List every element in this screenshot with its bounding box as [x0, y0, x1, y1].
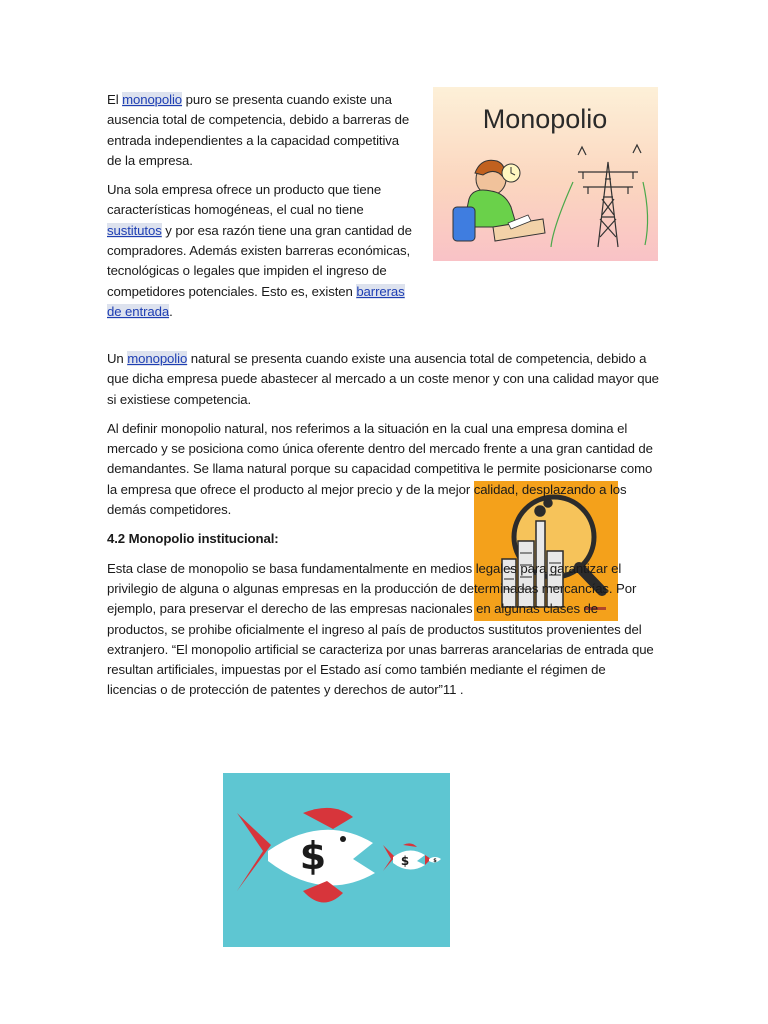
barreras-de-entrada-link[interactable]: barreras de entrada: [107, 283, 405, 319]
svg-text:$: $: [400, 854, 410, 868]
image-title: Monopolio: [482, 104, 608, 134]
paragraph-monopolio-natural-definicion: Al definir monopolio natural, nos referimos a la situación en la cual una empresa domina el mercado y se posiciona como única oferente dentro del mercado frente a una gran cantidad de demandantes. Se llama natural porque su capacidad competitiva le permite posicionarse como la empresa que ofrece el producto al mejor precio y de la mejor calidad, desplazando a los demás competidores.: [107, 420, 653, 518]
monopolio-link[interactable]: monopolio: [122, 92, 183, 107]
svg-text:$: $: [433, 858, 437, 864]
section-heading: 4.2 Monopolio institucional:: [107, 531, 279, 547]
svg-text:$: $: [299, 834, 327, 878]
paragraph: El monopolio puro se presenta cuando existe una ausencia total de competencia, debido a barreras de entrada independientes a la capacidad competitiva de la empresa.: [107, 92, 410, 168]
monopolio-link-2[interactable]: monopolio: [127, 351, 188, 366]
fish-svg: [223, 773, 450, 947]
paragraph-monopolio-institucional: Esta clase de monopolio se basa fundamentalmente en medios legales para garantizar el privilegio de alguna o algunas empresas en la producción de determinadas mercancías. Por ejemplo, para preservar el derecho de las empresas nacionales en algunas clases de productos, se prohibe oficialmente el ingreso al país de productos sustitutos provenientes del extranjero. “El monopolio artificial se caracteriza por unas barreras arancelarias de entrada que resultan artificiales, impuestas por el Estado así como también mediante el régimen de licencias o de protección de patentes y derechos de autor”11 .: [107, 560, 654, 698]
paragraph: Un monopolio natural se presenta cuando existe una ausencia total de competencia, debido a que dicha empresa puede abastecer al mercado a un coste menor y con una calidad mayor que si existiese competencia.: [107, 351, 659, 407]
section-monopolio-natural: [107, 349, 667, 710]
paragraph: Una sola empresa ofrece un producto que tiene características homogéneas, el cual no tiene sustitutos y por esa razón tiene una gran cantidad de compradores. Además existen barreras económicas, tecnológicas o legales que impiden el ingreso de competidores potenciales. Esto es, existen barreras de entrada.: [107, 182, 412, 319]
fish-eating-fish-illustration: [223, 773, 450, 947]
sustitutos-link[interactable]: sustitutos: [107, 222, 162, 238]
section-monopolio-puro: [107, 90, 667, 322]
